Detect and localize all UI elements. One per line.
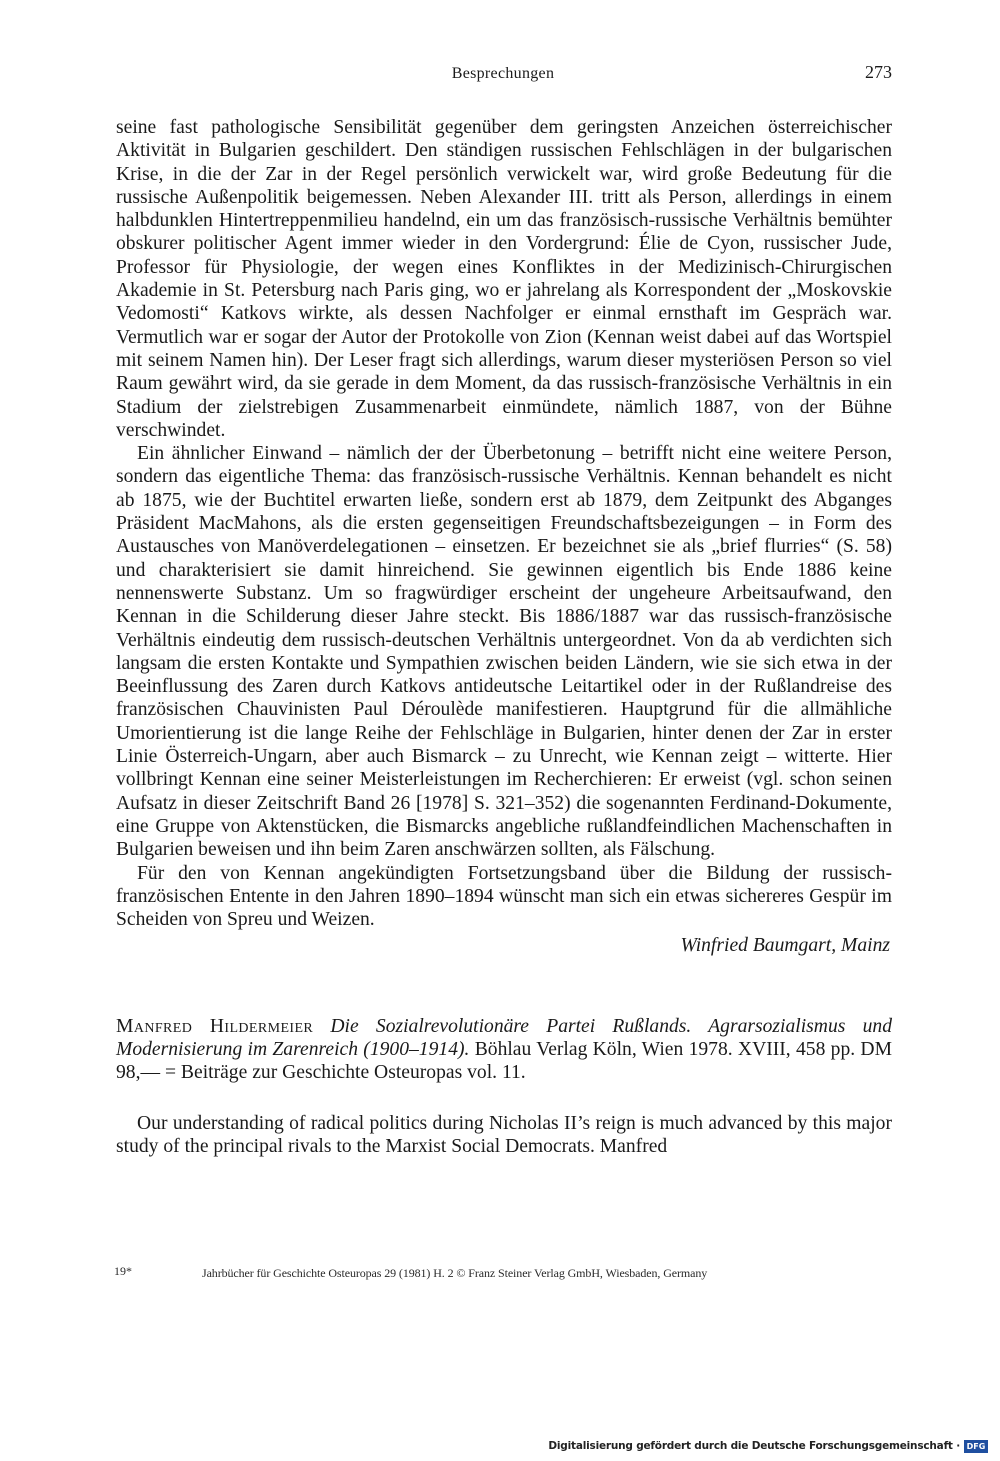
review2-bibliography [116, 1015, 892, 1085]
review1-paragraph-3: Für den von Kennan angekündigten Fortsetzungsband über die Bildung der russisch-französischen Entente in den Jahren 1890–1894 wünscht man sich ein etwas sichereres Gespür im Scheiden von Spreu und Weizen. [116, 862, 892, 931]
digitization-text: Digitalisierung gefördert durch die Deutsche Forschungsgemeinschaft · [548, 1440, 960, 1452]
page-number: 273 [865, 62, 892, 82]
page-body [116, 116, 892, 1158]
review2-paragraph-1: Our understanding of radical politics during Nicholas II’s reign is much advanced by this major study of the principal rivals to the Marxist Social Democrats. Manfred [116, 1112, 892, 1157]
review2-author: Manfred Hildermeier [116, 1015, 314, 1037]
running-head [114, 62, 892, 88]
review2-body [116, 1112, 892, 1159]
dfg-logo-icon: DFG [964, 1440, 988, 1453]
review1-paragraph-1: seine fast pathologische Sensibilität gegenüber dem geringsten Anzeichen österreichischer Aktivität in Bulgarien geschildert. Den ständigen russischen Fehlschlägen in der bulgarischen Krise, in die der Zar in der Regel persönlich verwickelt war, wird große Bedeutung für die russische Außenpolitik beigemessen. Neben Alexander III. tritt als Person, allerdings in einem halbdunklen Hintertreppenmilieu handelnd, ein um das französisch-russische Verhältnis bemühter obskurer politischer Agent immer wieder in den Vordergrund: Élie de Cyon, russischer Jude, Professor für Physiologie, der wegen eines Konfliktes in der Medizinisch-Chirurgischen Akademie in St. Petersburg nach Paris ging, wo er jahrelang als Korrespondent der „Moskovskie Vedomosti“ Katkovs wirkte, als dessen Nachfolger er einmal ernsthaft im Gespräch war. Vermutlich war er sogar der Autor der Protokolle von Zion (Kennan weist dabei auf das Wortspiel mit seinem Namen hin). Der Leser fragt sich allerdings, warum dieser mysteriösen Person so viel Raum gewährt wird, da sie gerade in dem Moment, da das russisch-französische Verhältnis in ein Stadium der zielstrebigen Zusammenarbeit einmündete, nämlich 1887, von der Bühne verschwindet. [116, 117, 892, 441]
digitization-note [548, 1438, 988, 1454]
review2-title: Die Sozialrevolutionäre Partei Rußlands. Agrarsozialismus und Modernisierung im Zarenreich (1900–1914). [116, 1015, 892, 1060]
signature-mark: 19* [114, 1264, 132, 1278]
review1-paragraph-2: Ein ähnlicher Einwand – nämlich der der Überbetonung – betrifft nicht eine weitere Person, sondern das eigentliche Thema: das französisch-russische Verhältnis. Kennan behandelt es nicht ab 1875, wie der Buchtitel erwarten ließe, sondern erst ab 1879, dem Zeitpunkt des Abganges Präsident MacMahons, als die ersten gegenseitigen Freundschaftsbezeigungen – in Form des Austausches von Manöverdelegationen – einsetzen. Er bezeichnet sie als „brief flurries“ (S. 58) und charakterisiert sie damit hinreichend. Sie gewinnen eigentlich bis Ende 1886 keine nennenswerte Substanz. Um so fragwürdiger erscheint der ungeheure Arbeitsaufwand, den Kennan in die Schilderung dieser Jahre steckt. Bis 1886/1887 war das russisch-französische Verhältnis eindeutig dem russisch-deutschen Verhältnis untergeordnet. Von da ab verdichten sich langsam die ersten Kontakte und Sympathien zwischen beiden Ländern, wie sie sich etwa in der Beeinflussung des Zaren durch Katkovs antideutsche Leitartikel oder in der Rußlandreise des französischen Chauvinisten Paul Déroulède manifestieren. Hauptgrund für die allmähliche Umorientierung ist die lange Reihe der Fehlschläge in Bulgarien, hinter denen der Zar in erster Linie Österreich-Ungarn, aber auch Bismarck – zu Unrecht, wie Kennan zeigt – witterte. Hier vollbringt Kennan eine seiner Meisterleistungen im Recherchieren: Er erweist (vgl. schon seinen Aufsatz in dieser Zeitschrift Band 26 [1978] S. 321–352) die sogenannten Ferdinand-Dokumente, eine Gruppe von Aktenstücken, die Bismarcks angebliche rußlandfeindlichen Machenschaften in Bulgarien beweisen und ihn beim Zaren anschwärzen sollten, als Fälschung. [116, 443, 892, 861]
running-head-title: Besprechungen [451, 65, 555, 82]
journal-citation: Jahrbücher für Geschichte Osteuropas 29 (1981) H. 2 © Franz Steiner Verlag GmbH, Wiesbaden, Germany [202, 1266, 708, 1280]
review2-publication: Böhlau Verlag Köln, Wien 1978. XVIII, 458 pp. DM 98,— = Beiträge zur Geschichte Osteuropas vol. 11. [116, 1038, 892, 1084]
review1-signature: Winfried Baumgart, Mainz [680, 935, 890, 957]
